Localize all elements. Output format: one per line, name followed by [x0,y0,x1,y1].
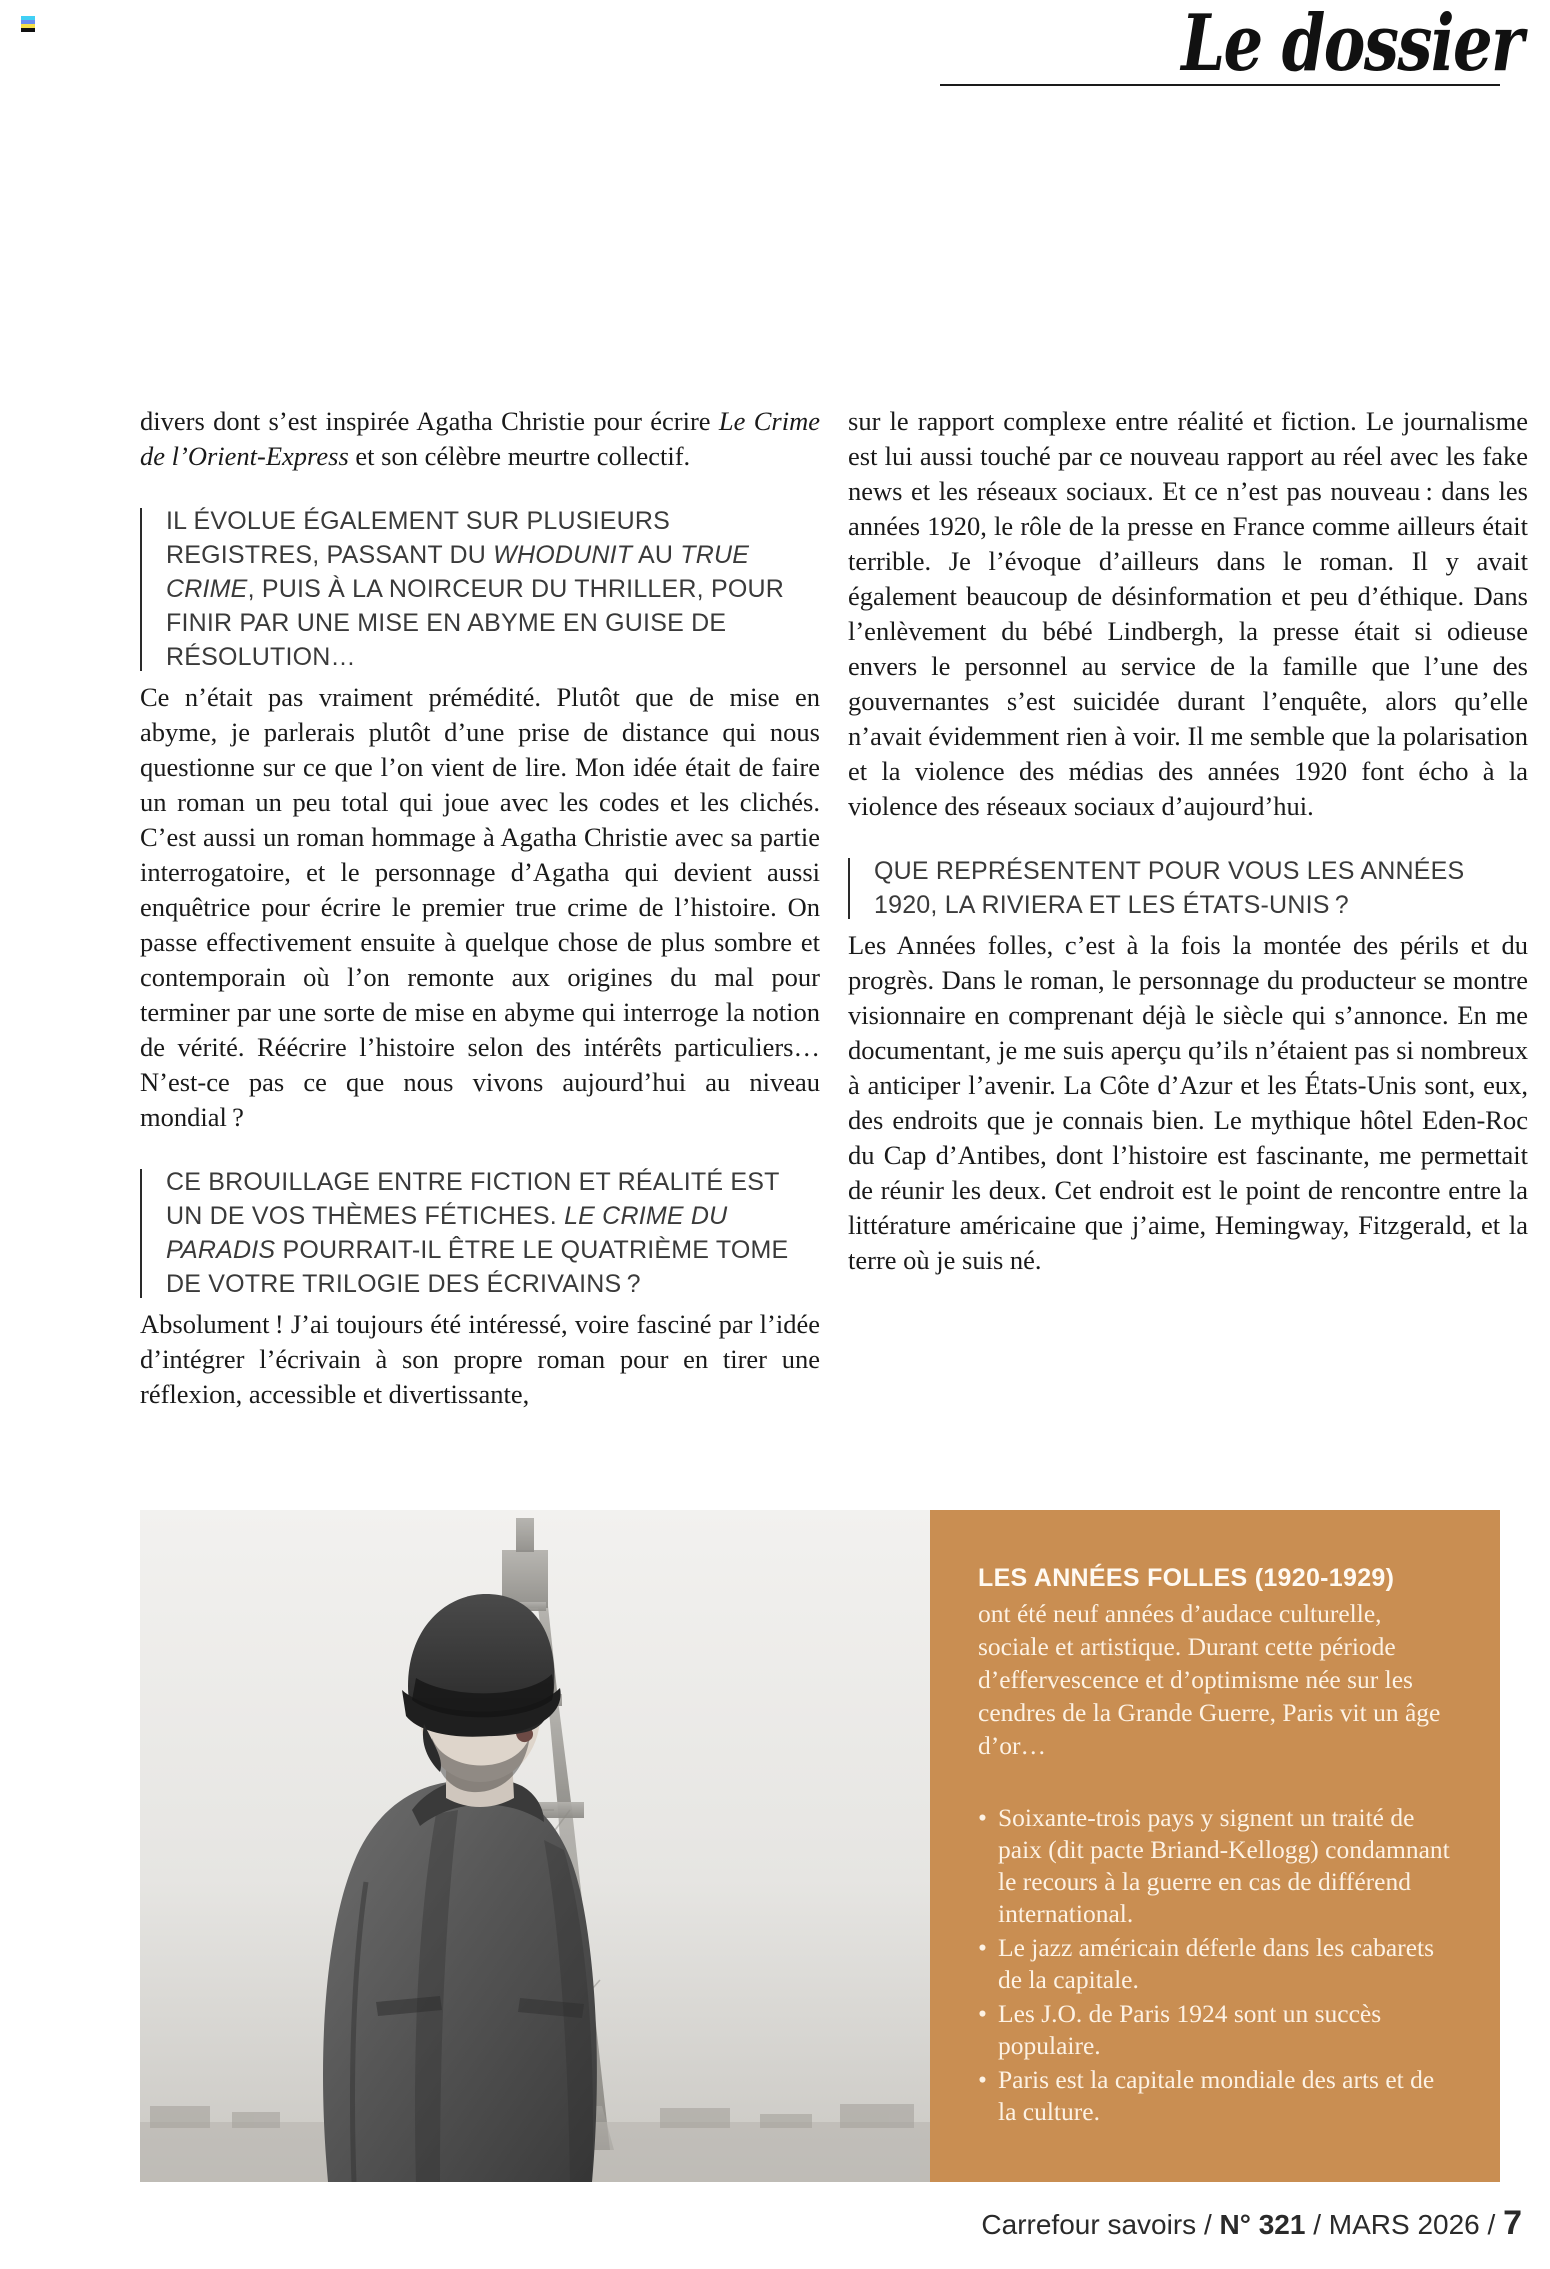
intro-paragraph: divers dont s’est inspirée Agatha Christie pour écrire Le Crime de l’Orient-Express et son célèbre meurtre collectif. [140,406,820,471]
footer-date: MARS 2026 [1328,2209,1480,2240]
article-photo [140,1510,930,2182]
callout-bullet-item: • Le jazz américain déferle dans les cabarets de la capitale. [978,1932,1454,1996]
left-column [140,404,820,1412]
callout-bullet-item: • Soixante-trois pays y signent un traité de paix (dit pacte Briand-Kellogg) condamnant le recours à la guerre en cas de différend international. [978,1802,1454,1930]
photo-illustration [140,1510,930,2182]
callout-bullet-list [978,1802,1454,2128]
interview-question-3: QUE REPRÉSENTENT POUR VOUS LES ANNÉES 1920, LA RIVIERA ET LES ÉTATS-UNIS ? [848,854,1528,922]
callout-bullet-item: • Les J.O. de Paris 1924 sont un succès populaire. [978,1998,1454,2062]
callout-heading: LES ANNÉES FOLLES (1920-1929) [978,1564,1395,1592]
interview-answer-1: Ce n’était pas vraiment prémédité. Plutôt que de mise en abyme, je parlerais plutôt d’une prise de distance qui nous questionne sur ce que l’on vient de lire. Mon idée était de faire un roman un peu total qui joue avec les codes et les clichés. C’est aussi un roman hommage à Agatha Christie avec sa partie interrogatoire, et le personnage d’Agatha qui devient aussi enquêtrice pour écrire le premier true crime de l’histoire. On passe effectivement ensuite à quelque chose de plus sombre et contemporain où l’on remonte aux origines du mal pour terminer par une sorte de mise en abyme qui interroge la notion de vérité. Réécrire l’histoire selon des intérêts particuliers… N’est-ce pas ce que nous vivons aujourd’hui au niveau mondial ? [140,682,820,1132]
right-column [848,404,1528,1278]
footer-issue: N° 321 [1219,2209,1306,2240]
footer-separator-1: / [1203,2209,1212,2240]
interview-question-2: CE BROUILLAGE ENTRE FICTION ET RÉALITÉ EST UN DE VOS THÈMES FÉTICHES. LE CRIME DU PARADIS POURRAIT-IL ÊTRE LE QUATRIÈME TOME DE VOTRE TRILOGIE DES ÉCRIVAINS ? [140,1165,820,1301]
interview-question-1: IL ÉVOLUE ÉGALEMENT SUR PLUSIEURS REGISTRES, PASSANT DU WHODUNIT AU TRUE CRIME, PUIS À LA NOIRCEUR DU THRILLER, POUR FINIR PAR UNE MISE EN ABYME EN GUISE DE RÉSOLUTION… [140,504,820,674]
page-footer [981,2204,1522,2243]
interview-answer-2: Absolument ! J’ai toujours été intéressé, voire fasciné par l’idée d’intégrer l’écrivain à son propre roman pour en tirer une réflexion, accessible et divertissante, [140,1309,820,1409]
page-masthead [0,0,1550,110]
callout-intro: ont été neuf années d’audace culturelle, sociale et artistique. Durant cette période d’effervescence et d’optimisme née sur les cendres de la Grande Guerre, Paris vit un âge d’or… [978,1599,1441,1760]
sidebar-callout [930,1510,1500,2182]
interview-answer-3: Les Années folles, c’est à la fois la montée des périls et du progrès. Dans le roman, le personnage du producteur se montre visionnaire en comprenant déjà le siècle qui s’annonce. En me documentant, je me suis aperçu qu’ils n’étaient pas si nombreux à anticiper l’avenir. La Côte d’Azur et les États-Unis sont, eux, des endroits que je connais bien. Le mythique hôtel Eden-Roc du Cap d’Antibes, dont l’histoire est fascinante, me permettait de réunir les deux. Cet endroit est le point de rencontre entre la littérature américaine que j’aime, Hemingway, Fitzgerald, et la terre où je suis né. [848,930,1528,1275]
footer-separator-2: / [1313,2209,1321,2240]
footer-page-number: 7 [1503,2204,1522,2242]
page-title: Le dossier [1180,0,1522,89]
callout-bullet-item: • Paris est la capitale mondiale des arts et de la culture. [978,2064,1454,2128]
footer-publication: Carrefour savoirs [981,2209,1197,2240]
footer-separator-3: / [1487,2209,1496,2240]
answer-2-continuation: sur le rapport complexe entre réalité et fiction. Le journalisme est lui aussi touché par ce nouveau rapport au réel avec les fake news et les réseaux sociaux. Et ce n’est pas nouveau : dans les années 1920, le rôle de la presse en France comme ailleurs était terrible. Je l’évoque d’ailleurs dans le roman. Il y avait également beaucoup de désinformation et peu d’éthique. Dans l’enlèvement du bébé Lindbergh, la presse était si odieuse envers le personnel au service de la famille que l’une des gouvernantes s’est suicidée durant l’enquête, alors qu’elle n’avait évidemment rien à voir. Il me semble que la polarisation et la violence des médias des années 1920 font écho à la violence des réseaux sociaux d’aujourd’hui. [848,406,1528,821]
